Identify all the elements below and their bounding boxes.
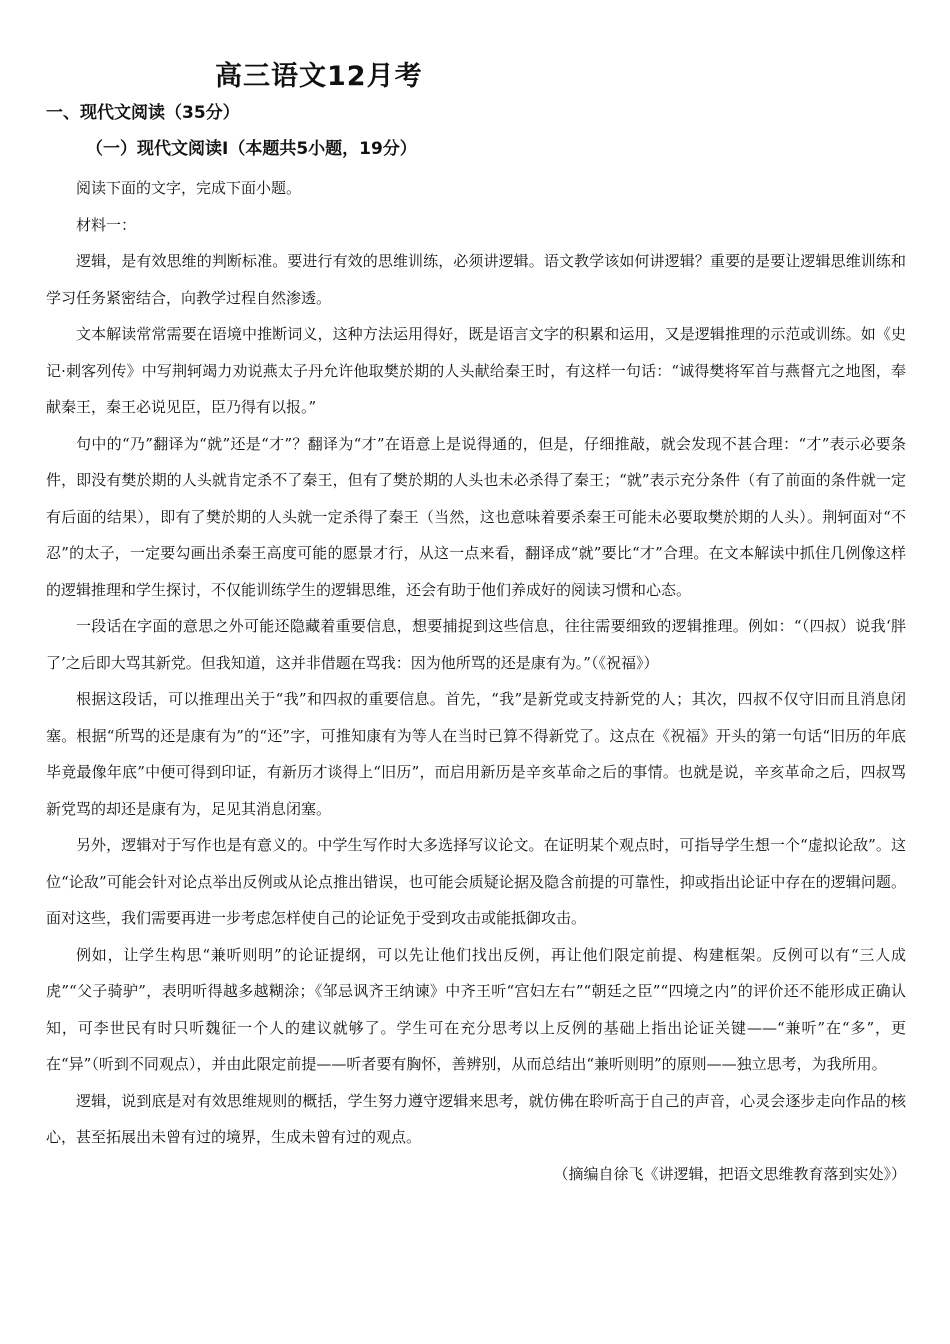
paragraph: 逻辑，说到底是对有效思维规则的概括，学生努力遵守逻辑来思考，就仿佛在聆听高于自己的声音，心灵会逐步走向作品的核心，甚至拓展出未曾有过的境界，生成未曾有过的观点。 [46,1091,906,1146]
page-title: 高三语文12月考 [215,61,423,92]
paragraph: 例如，让学生构思“兼听则明”的论证提纲，可以先让他们找出反例，再让他们限定前提、构建框架。反例可以有“三人成虎”“父子骑驴”，表明听得越多越糊涂；《邹忌讽齐王纳谏》中齐王听“宫妇左右”“朝廷之臣”“四境之内”的评价还不能形成正确认知，可李世民有时只听魏征一个人的建议就够了。学生可在充分思考以上反例的基础上指出论证关键——“兼听”在“多”，更在“异”（听到不同观点），并由此限定前提——听者要有胸怀，善辨别，从而总结出“兼听则明”的原则——独立思考，为我所用。 [46,945,906,1073]
paragraph: 逻辑，是有效思维的判断标准。要进行有效的思维训练，必须讲逻辑。语文教学该如何讲逻辑？重要的是要让逻辑思维训练和学习任务紧密结合，向教学过程自然渗透。 [46,252,906,307]
paragraph: 一段话在字面的意思之外可能还隐藏着重要信息，想要捕捉到这些信息，往往需要细致的逻辑推理。例如：“（四叔）说我‘胖了’之后即大骂其新党。但我知道，这并非借题在骂我：因为他所骂的还是康有为。”（《祝福》） [46,617,906,672]
instruction-text: 阅读下面的文字，完成下面小题。 [76,179,302,197]
paragraph: 根据这段话，可以推理出关于“我”和四叔的重要信息。首先，“我”是新党或支持新党的人；其次，四叔不仅守旧而且消息闭塞。根据“所骂的还是康有为”的“还”字，可推知康有为等人在当时已算不得新党了。这点在《祝福》开头的第一句话“旧历的年底毕竟最像年底”中便可得到印证，有新历才谈得上“旧历”，而启用新历是辛亥革命之后的事情。也就是说，辛亥革命之后，四叔骂新党骂的却还是康有为，足见其消息闭塞。 [46,690,906,818]
material-label: 材料一： [76,215,137,234]
source-citation: （摘编自徐飞《讲逻辑，把语文思维教育落到实处》） [553,1164,906,1183]
section-heading: 一、现代文阅读（35分） [46,103,240,123]
paragraph: 句中的“乃”翻译为“就”还是“才”？翻译为“才”在语意上是说得通的，但是，仔细推敲，就会发现不甚合理：“才”表示必要条件，即没有樊於期的人头就肯定杀不了秦王，但有了樊於期的人头也未必杀得了秦王；“就”表示充分条件（有了前面的条件就一定有后面的结果），即有了樊於期的人头就一定杀得了秦王（当然，这也意味着要杀秦王可能未必要取樊於期的人头）。荆轲面对“不忍”的太子，一定要勾画出杀秦王高度可能的愿景才行，从这一点来看，翻译成“就”要比“才”合理。在文本解读中抓住几例像这样的逻辑推理和学生探讨，不仅能训练学生的逻辑思维，还会有助于他们养成好的阅读习惯和心态。 [46,434,906,599]
subsection-heading: （一）现代文阅读Ⅰ（本题共5小题，19分） [86,139,417,159]
paragraph: 文本解读常常需要在语境中推断词义，这种方法运用得好，既是语言文字的积累和运用，又是逻辑推理的示范或训练。如《史记·刺客列传》中写荆轲竭力劝说燕太子丹允许他取樊於期的人头献给秦王时，有这样一句话：“诚得樊将军首与燕督亢之地图，奉献秦王，秦王必说见臣，臣乃得有以报。” [46,325,906,416]
passage-body [46,170,906,1192]
paragraph: 另外，逻辑对于写作也是有意义的。中学生写作时大多选择写议论文。在证明某个观点时，可指导学生想一个“虚拟论敌”。这位“论敌”可能会针对论点举出反例或从论点推出错误，也可能会质疑论据及隐含前提的可靠性，抑或指出论证中存在的逻辑问题。面对这些，我们需要再进一步考虑怎样使自己的论证免于受到攻击或能抵御攻击。 [46,836,906,927]
